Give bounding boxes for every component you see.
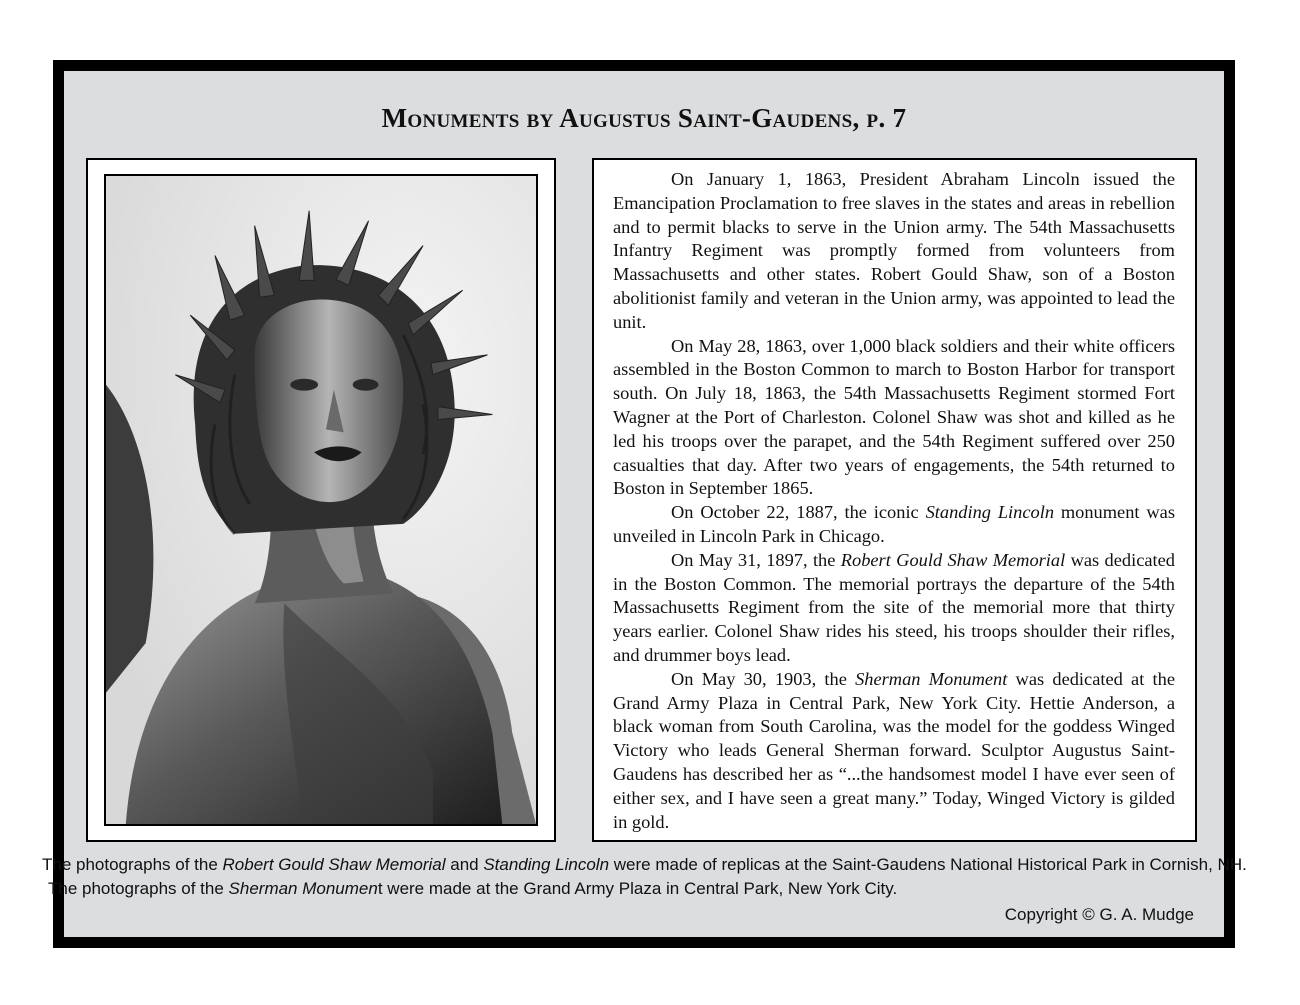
- text-run: t were made at the Grand Army Plaza in Central Park, New York City.: [377, 879, 898, 898]
- text-run: The photographs of the: [48, 879, 229, 898]
- italic-title: Standing Lincoln: [925, 502, 1055, 523]
- paragraph-5: [613, 668, 1175, 835]
- text-run: was dedicated at the Grand Army Plaza in Central Park, New York City. Hettie Anderson, a black woman from South Carolina, was the model for the goddess Winged Victory who leads General Sherman forward. Sculptor Augustus Saint-Gaudens has described her as “...the handsomest model I have ever seen of either sex, and I have seen a great many.” Today, Winged Victory is gilded in gold.: [613, 668, 1175, 832]
- italic-title: Sherman Monument: [855, 668, 1008, 689]
- page-frame: [42, 60, 1247, 948]
- italic-title: Robert Gould Shaw Memorial: [222, 855, 446, 874]
- paragraph-3: [613, 501, 1175, 549]
- italic-title: Standing Lincoln: [483, 855, 610, 874]
- statue-photo-illustration: [106, 176, 536, 824]
- photo-frame: [86, 158, 556, 842]
- italic-title: Sherman Monumen: [228, 879, 378, 898]
- content-panel: [42, 71, 1247, 937]
- paragraph-1: [613, 168, 1175, 335]
- page-title: Monuments by Augustus Saint-Gaudens, p. 7: [381, 103, 907, 133]
- text-run: monument was unveiled in Lincoln Park in Chicago.: [613, 502, 1175, 546]
- italic-title: Robert Gould Shaw Memorial: [840, 549, 1066, 570]
- history-text-box: [592, 158, 1197, 842]
- paragraph-4: [613, 549, 1175, 668]
- copyright-notice: Copyright © G. A. Mudge: [1004, 905, 1194, 924]
- text-run: On May 30, 1903, the: [671, 668, 856, 689]
- text-run: and: [445, 855, 484, 874]
- text-run: On October 22, 1887, the iconic: [671, 502, 926, 523]
- statue-head-photo: [104, 174, 538, 826]
- text-run: was dedicated in the Boston Common. The memorial portrays the departure of the 54th Massachusetts Regiment from the site of the memorial more that thirty years earlier. Colonel Shaw rides his steed, his troops shoulder their rifles, and drummer boys lead.: [613, 549, 1175, 665]
- paragraph-2: [613, 335, 1175, 502]
- caption-line-1: [22, 853, 1247, 877]
- text-run: On May 28, 1863, over 1,000 black soldiers and their white officers assembled in the Boston Common to march to Boston Harbor for transport south. On July 18, 1863, the 54th Massachusetts Regiment stormed Fort Wagner at the Port of Charleston. Colonel Shaw was shot and killed as he led his troops over the parapet, and the 54th Regiment suffered over 250 casualties that day. After two years of engagements, the 54th returned to Boston in September 1865.: [613, 335, 1175, 499]
- text-run: On May 31, 1897, the: [671, 549, 841, 570]
- photo-caption: [22, 853, 1247, 901]
- text-run: The photographs of the: [42, 855, 223, 874]
- text-run: were made of replicas at the Saint-Gaudens National Historical Park in Cornish, NH.: [609, 855, 1247, 874]
- caption-line-2: [22, 877, 1212, 901]
- text-run: On January 1, 1863, President Abraham Lincoln issued the Emancipation Proclamation to free slaves in the states and areas in rebellion and to permit blacks to serve in the Union army. The 54th Massachusetts Infantry Regiment was promptly formed from volunteers from Massachusetts and other states. Robert Gould Shaw, son of a Boston abolitionist family and veteran in the Union army, was appointed to lead the unit.: [613, 169, 1175, 332]
